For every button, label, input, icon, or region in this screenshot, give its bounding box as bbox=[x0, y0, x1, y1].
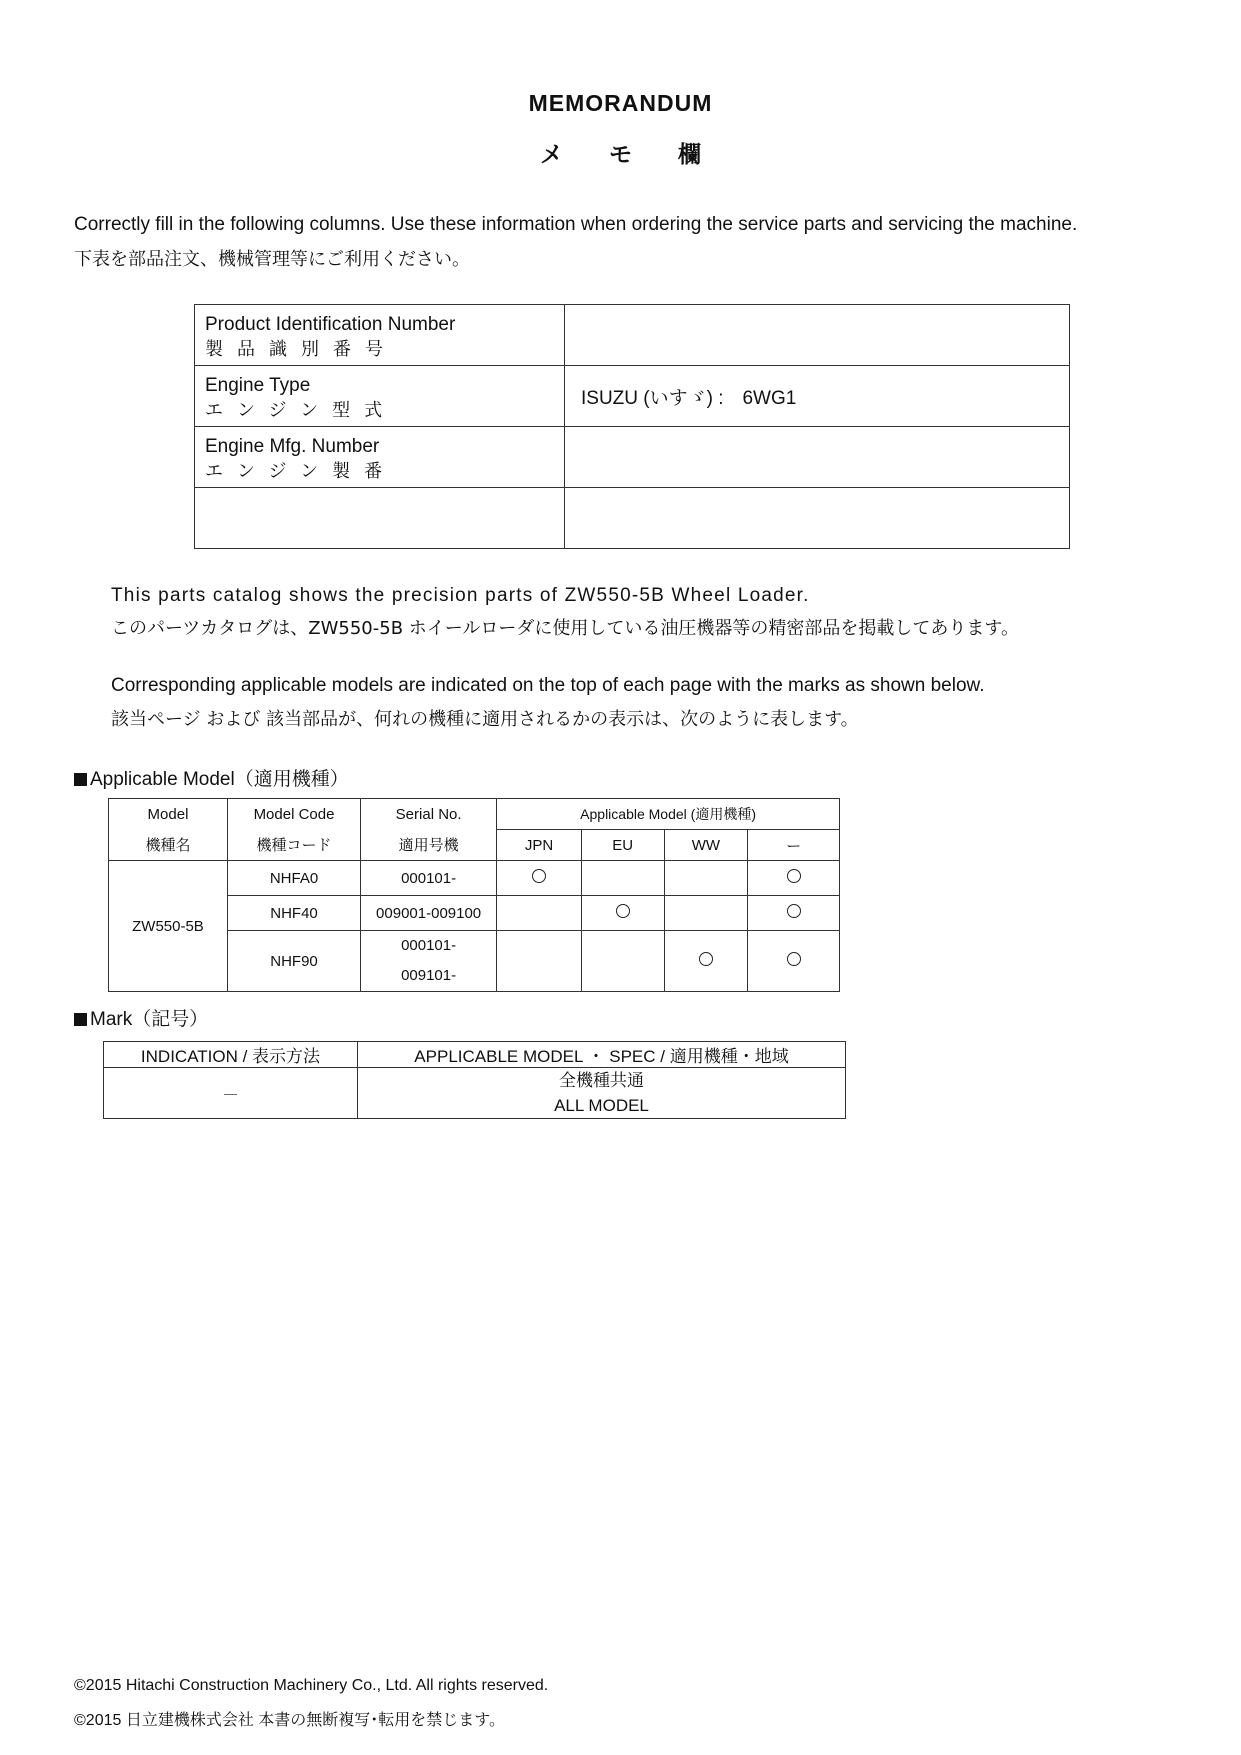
applicable-model-table bbox=[108, 798, 840, 992]
page-title-jp: メ モ 欄 bbox=[540, 141, 701, 167]
mark-heading bbox=[74, 1004, 208, 1031]
circle-mark-icon bbox=[787, 869, 801, 883]
memo-label-jp: 製品識別番号 bbox=[205, 339, 397, 360]
serial-cell bbox=[361, 931, 497, 992]
header-region: WW bbox=[664, 830, 748, 861]
header-serial: Serial No. bbox=[361, 799, 497, 830]
code-cell: NHF90 bbox=[227, 931, 360, 992]
models-note-jp: 該当ページ および 該当部品が、何れの機種に適用されるかの表示は、次のように表します。 bbox=[111, 709, 859, 730]
mark-cell bbox=[581, 861, 664, 896]
mark-table bbox=[103, 1041, 846, 1119]
header-model-code-jp: 機種コード bbox=[227, 830, 360, 861]
table-row bbox=[109, 861, 840, 896]
table-header-row bbox=[109, 830, 840, 861]
circle-mark-icon bbox=[532, 869, 546, 883]
applicable-model-heading bbox=[74, 764, 349, 791]
table-row bbox=[104, 1068, 846, 1119]
table-header-row bbox=[109, 799, 840, 830]
memo-label[interactable] bbox=[195, 488, 565, 549]
applicable-model-heading-text: Applicable Model（適用機種） bbox=[90, 769, 349, 790]
memo-label bbox=[195, 305, 565, 366]
square-bullet-icon bbox=[74, 1013, 87, 1026]
header-region: EU bbox=[581, 830, 664, 861]
memo-label bbox=[195, 366, 565, 427]
header-model-jp: 機種名 bbox=[109, 830, 228, 861]
memo-label-jp: エンジン型式 bbox=[205, 400, 397, 421]
copyright-en: ©2015 Hitachi Construction Machinery Co., Ltd. All rights reserved. bbox=[74, 1677, 549, 1694]
engine-type-value: ISUZU (いすゞ) : 6WG1 bbox=[565, 366, 1070, 427]
mark-cell bbox=[748, 861, 840, 896]
table-header-row bbox=[104, 1042, 846, 1068]
memo-table bbox=[194, 304, 1070, 549]
copyright-jp: ©2015 日立建機株式会社 本書の無断複写･転用を禁じます。 bbox=[74, 1712, 505, 1729]
applicable-jp: 全機種共通 bbox=[559, 1071, 644, 1090]
header-model-code: Model Code bbox=[227, 799, 360, 830]
circle-mark-icon bbox=[787, 952, 801, 966]
memo-label-en: Engine Mfg. Number bbox=[205, 436, 380, 457]
memo-label-en: Engine Type bbox=[205, 375, 311, 396]
indication-cell: — bbox=[104, 1068, 358, 1119]
serial-cell: 009001-009100 bbox=[361, 896, 497, 931]
catalog-note-jp: このパーツカタログは、ZW550-5B ホイールローダに使用している油圧機器等の精密部品を掲載してあります。 bbox=[111, 618, 1019, 639]
mark-cell bbox=[497, 896, 582, 931]
circle-mark-icon bbox=[787, 904, 801, 918]
code-cell: NHF40 bbox=[227, 896, 360, 931]
memo-value-field[interactable] bbox=[565, 305, 1070, 366]
model-cell: ZW550-5B bbox=[109, 861, 228, 992]
mark-cell bbox=[497, 861, 582, 896]
models-note: Corresponding applicable models are indicated on the top of each page with the marks as shown below. bbox=[111, 675, 985, 696]
memo-row bbox=[195, 305, 1070, 366]
catalog-note: This parts catalog shows the precision parts of ZW550-5B Wheel Loader. bbox=[111, 585, 810, 606]
applicable-cell bbox=[358, 1068, 846, 1119]
intro-text-jp: 下表を部品注文、機械管理等にご利用ください。 bbox=[74, 249, 470, 270]
memo-label-jp: エンジン製番 bbox=[205, 461, 397, 482]
memo-row bbox=[195, 488, 1070, 549]
memo-value-field[interactable] bbox=[565, 427, 1070, 488]
memo-value-field[interactable] bbox=[565, 488, 1070, 549]
memo-row bbox=[195, 366, 1070, 427]
serial-cell: 000101- bbox=[361, 861, 497, 896]
circle-mark-icon bbox=[699, 952, 713, 966]
memo-label-en: Product Identification Number bbox=[205, 314, 456, 335]
page-title: MEMORANDUM bbox=[528, 90, 713, 116]
mark-cell bbox=[664, 896, 748, 931]
square-bullet-icon bbox=[74, 773, 87, 786]
memo-label bbox=[195, 427, 565, 488]
mark-cell bbox=[748, 931, 840, 992]
header-model: Model bbox=[109, 799, 228, 830]
circle-mark-icon bbox=[616, 904, 630, 918]
serial-line: 009101- bbox=[401, 967, 457, 984]
mark-cell bbox=[748, 896, 840, 931]
header-applicable-spec: APPLICABLE MODEL ・ SPEC / 適用機種・地域 bbox=[358, 1042, 846, 1068]
intro-text: Correctly fill in the following columns. Use these information when ordering the service parts and servicing the machine. bbox=[74, 214, 1078, 235]
header-serial-jp: 適用号機 bbox=[361, 830, 497, 861]
header-applicable: Applicable Model (適用機種) bbox=[497, 799, 840, 830]
applicable-en: ALL MODEL bbox=[554, 1096, 649, 1115]
header-region: JPN bbox=[497, 830, 582, 861]
mark-cell bbox=[581, 931, 664, 992]
serial-line: 000101- bbox=[401, 937, 457, 954]
mark-cell bbox=[664, 861, 748, 896]
code-cell: NHFA0 bbox=[227, 861, 360, 896]
mark-cell bbox=[497, 931, 582, 992]
memo-row bbox=[195, 427, 1070, 488]
header-region: ー bbox=[748, 830, 840, 861]
header-indication: INDICATION / 表示方法 bbox=[104, 1042, 358, 1068]
mark-cell bbox=[664, 931, 748, 992]
mark-cell bbox=[581, 896, 664, 931]
mark-heading-text: Mark（記号） bbox=[90, 1009, 209, 1030]
